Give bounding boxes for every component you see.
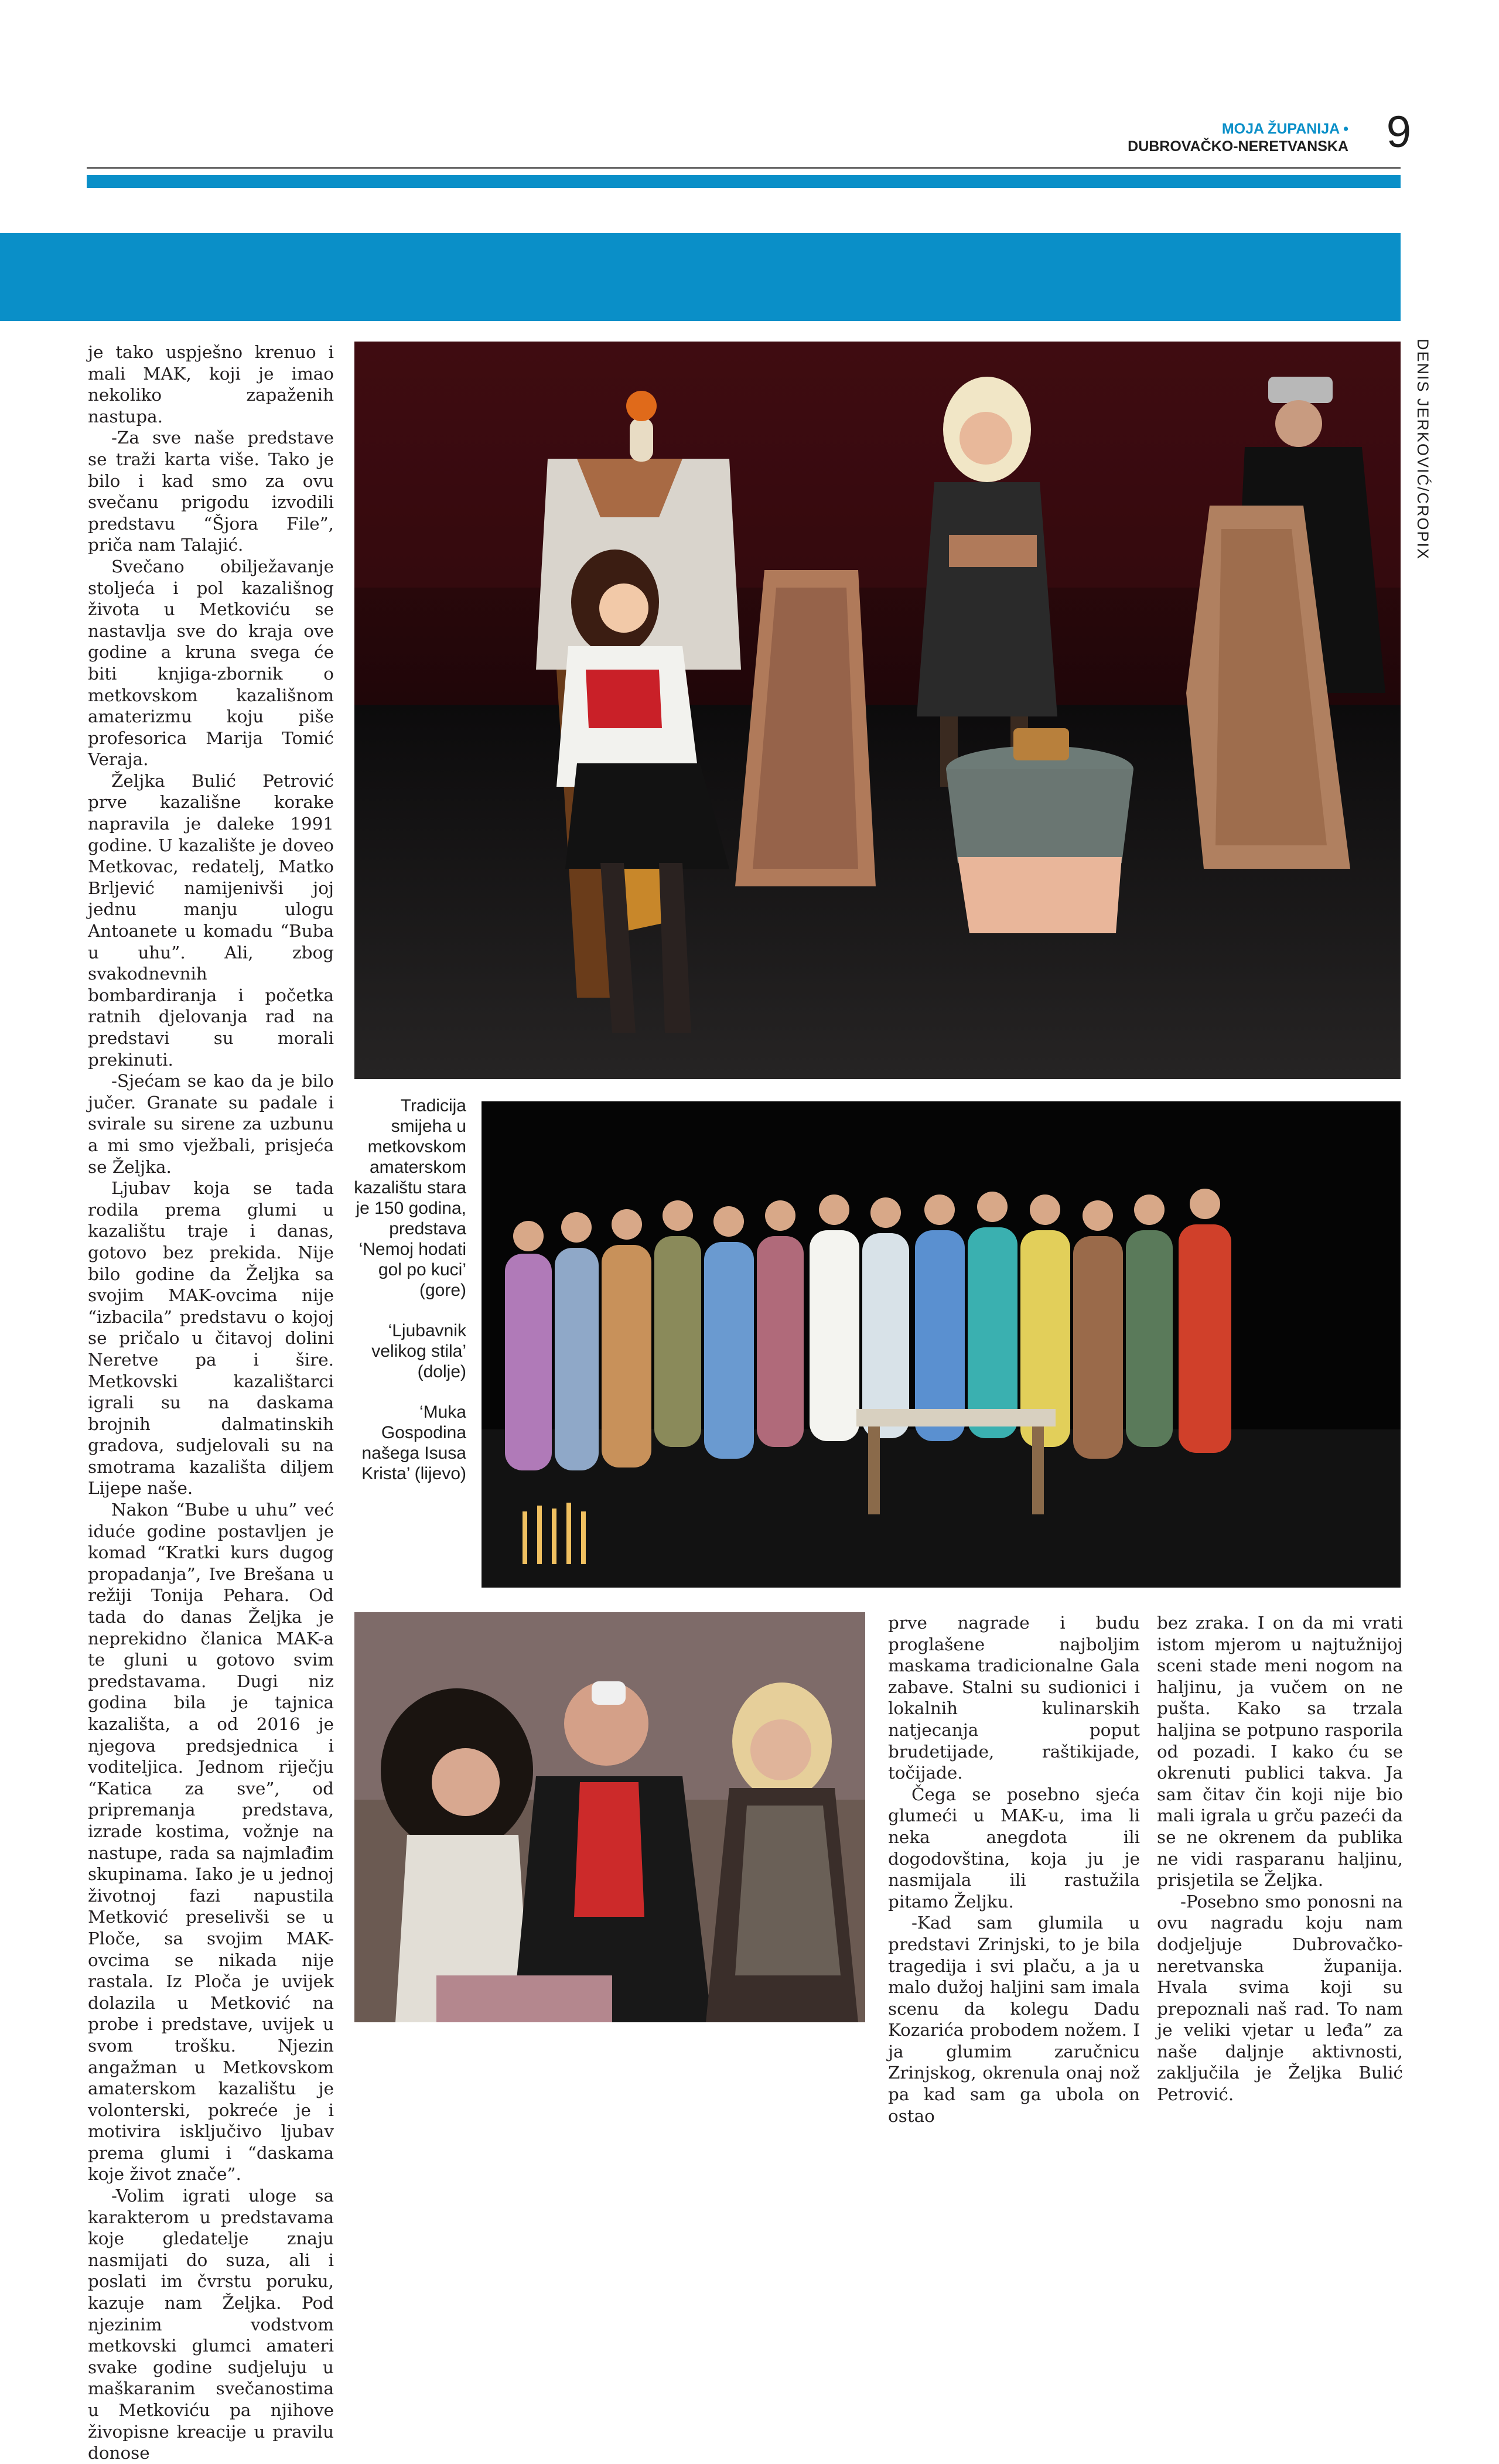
paragraph: -Posebno smo ponosni na ovu nagradu koju nam dodjeljuje Dubrovačko-neretvanska županija. Hvala svima koji su prepoznali naš rad. To nam je veliki vjetar u leđa” za naše daljnje aktivnosti, zaključila je Željka Bulić Petrović. bbox=[1157, 1891, 1403, 2105]
article-column-3 bbox=[1157, 1612, 1403, 2105]
paragraph: Nakon “Bube u uhu” već iduće godine postavljen je komad “Kratki kurs dugog propadanja”, Ive Brešana u režiji Tonija Pehara. Od tada do danas Željka je neprekidno članica MAK-a te gluni u gotovo svim predstavama. Dugi niz godina bila je tajnica kazališta, a od 2016 je njegova predsjednica i voditeljica. Jednom riječju “Katica za sve”, od pripremanja predstava, izrade kostima, vožnje na nastupe, rada sa najmlađim skupinama. Iako je u jednoj životnoj fazi napustila Metković preselivši se u Ploče, sa svojim MAK-ovcima se nikada nije rastala. Iz Ploča je uvijek dolazila u Metković na probe i predstave, uvijek u svom trošku. Njezin angažman u Metkovskom amaterskom kazalištu je volonterski, pokreće je i motivira isključivo ljubav prema glumi i “daskama koje život znače”. bbox=[88, 1500, 334, 2185]
photo-credit-text: DENIS JERKOVIĆ/CROPIX bbox=[1414, 339, 1432, 561]
paragraph: -Kad sam glumila u predstavi Zrinjski, to je bila tragedija i svi plaču, a ja u malo dužoj haljini sam imala scenu da kolegu Dadu Kozarića probodem nožem. I ja glumim zaručnicu Zrinjskog, okrenula onaj nož pa kad sam ga ubola on ostao bbox=[888, 1913, 1140, 2126]
caption-line: ‘Ljubavnik velikog stila’ (dolje) bbox=[371, 1321, 466, 1381]
article-column-1 bbox=[88, 342, 334, 2463]
paragraph: Željka Bulić Petrović prve kazališne korake napravila je daleke 1991 godine. U kazalište je doveo Metkovac, redatelj, Matko Brljević namijenivši joj jednu manju ulogu Antoanete u komadu “Buba u uhu”. Ali, zbog svakodnevnih bombardiranja i početka ratnih djelovanja rad na predstavi su morali prekinuti. bbox=[88, 770, 334, 1070]
caption-line: Tradicija smijeha u metkovskom amaterskom kazalištu stara je 150 godina, predstava ‘Nemoj hodati gol po kuci’ (gore) bbox=[354, 1096, 466, 1300]
paragraph: je tako uspješno krenuo i mali MAK, koji je imao nekoliko zapaženih nastupa. bbox=[88, 342, 334, 426]
header-rule bbox=[87, 167, 1401, 169]
paragraph: -Volim igrati uloge sa karakterom u predstavama koje gledatelje znaju nasmijati do suza, ali i poslati im čvrstu poruku, kazuje nam Željka. Pod njezinim vodstvom metkovski glumci amateri svake godine sudjeluju u maškaranim svečanostima u Metkoviću pa njihove živopisne kreacije u pravilu donose bbox=[88, 2186, 334, 2463]
paragraph: bez zraka. I on da mi vrati istom mjerom u najtužnijoj sceni stade meni nogom na haljinu, ja vučem on ne pušta. Kako sa trzala haljina se potpuno rasporila od pozadi. I kako ću se okrenuti publici takva. Ja sam čitav čin koji nije bio mali igrala u grču pazeći da se ne okrenem da publika ne vidi rasparanu haljinu, prisjetila se Željka. bbox=[1157, 1613, 1403, 1890]
region-title: DUBROVAČKO-NERETVANSKA bbox=[1128, 138, 1348, 155]
photo-stage-scene-top bbox=[354, 342, 1401, 1079]
caption-line: ‘Muka Gospodina našega Isusa Krista’ (lijevo) bbox=[361, 1402, 466, 1483]
section-header: MOJA ŽUPANIJA • DUBROVAČKO-NERETVANSKA bbox=[1128, 121, 1348, 155]
article-column-2 bbox=[888, 1612, 1140, 2126]
page-number: 9 bbox=[1386, 107, 1411, 157]
photo-three-actors bbox=[354, 1612, 865, 2022]
photo-ensemble-robes bbox=[482, 1101, 1401, 1588]
paragraph: Čega se posebno sjeća glumeći u MAK-u, ima li neka anegdota ili dogodovština, koja ju je nasmijala ili rastužila pitamo Željku. bbox=[888, 1784, 1140, 1912]
paragraph: -Sjećam se kao da je bilo jučer. Granate su padale i svirale su sirene za uzbunu a mi smo vježbali, prisjeća se Željka. bbox=[88, 1071, 334, 1177]
header-accent-bar bbox=[87, 175, 1401, 188]
paragraph: prve nagrade i budu proglašene najboljim maskama tradicionalne Gala zabave. Stalni su sudionici i lokalnih kulinarskih natjecanja poput brudetijade, raštikijade, točijade. bbox=[888, 1613, 1140, 1783]
title-band bbox=[0, 233, 1401, 321]
paragraph: Svečano obilježavanje stoljeća i pol kazališnog života u Metkoviću se nastavlja sve do kraja ove godine a kruna svega će biti knjiga-zbornik o metkovskom kazališnom amaterizmu koju piše profesorica Marija Tomić Veraja. bbox=[88, 556, 334, 770]
photo-credit bbox=[1395, 339, 1442, 620]
paragraph: -Za sve naše predstave se traži karta više. Tako je bilo i kad smo za ovu svečanu prigodu izvodili predstavu “Šjora File”, priča nam Talajić. bbox=[88, 428, 334, 555]
paragraph: Ljubav koja se tada rodila prema glumi u kazalištu traje i danas, gotovo bez prekida. Nije bilo godine da Željka sa svojim MAK-ovcima nije “izbacila” predstavu o kojoj se pričalo u čitavoj dolini Neretve pa i šire. Metkovski kazalištarci igrali su na daskama brojnih dalmatinskih gradova, sudjelovali su na smotrama kazališta diljem Lijepe naše. bbox=[88, 1178, 334, 1499]
photo-caption bbox=[339, 1096, 466, 1504]
section-title: MOJA ŽUPANIJA bbox=[1221, 121, 1340, 137]
